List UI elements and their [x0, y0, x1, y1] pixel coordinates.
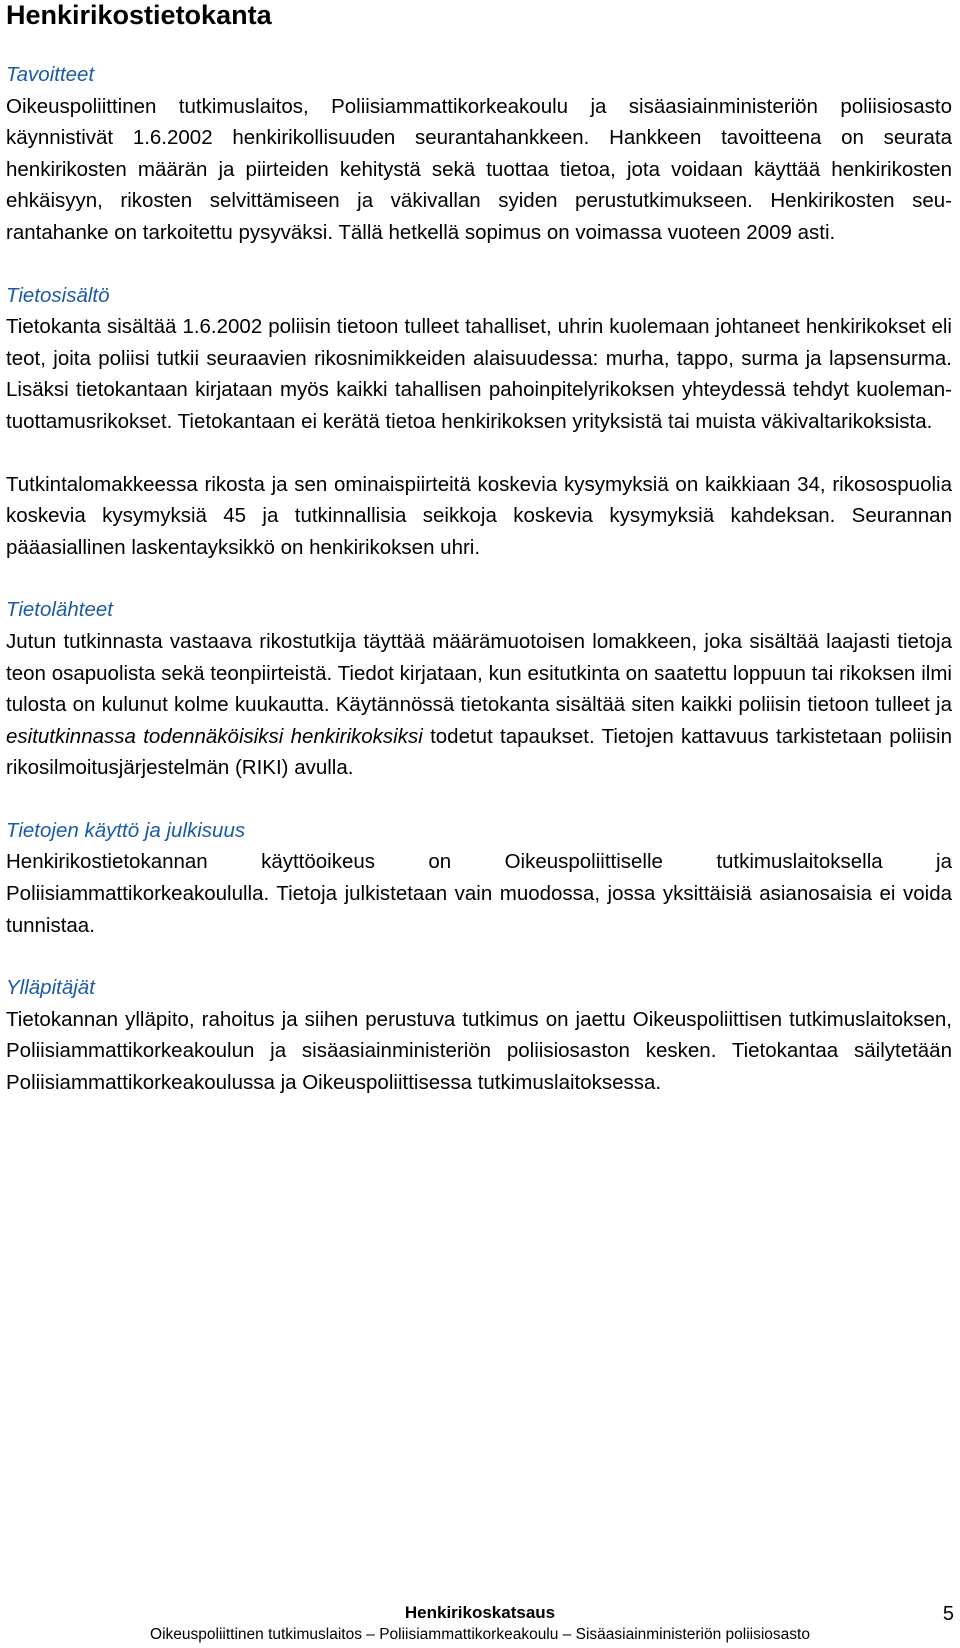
- section-heading: Tietolähteet: [6, 598, 113, 622]
- section-tietosisalto: [6, 280, 952, 564]
- paragraph: [6, 626, 952, 784]
- section-heading: Tietojen käyttö ja julkisuus: [6, 818, 246, 842]
- footer-organizations: Oikeuspoliittinen tutkimuslaitos – Poliisiammattikorkeakoulu – Sisäasiainministeriön poliisiosasto: [150, 1626, 810, 1643]
- section-tavoitteet: [6, 59, 952, 249]
- section-tietojen-kaytto: [6, 815, 952, 941]
- paragraph: Oikeuspoliittinen tutkimuslaitos, Poliisiammattikorkeakoulu ja sisäasiainministeriön poliisiosasto käynnistivät 1.6.2002 henkirikollisuuden seurantahankkeen. Hankkeen tavoitteena on seurata henkirikosten määrän ja piirteiden kehitystä sekä tuottaa tietoa, jota voidaan käyttää henkirikosten ehkäisyyn, rikosten selvittämiseen ja väkivallan syiden perustutkimukseen. Henkirikosten seurantahanke on tarkoitettu pysyväksi. Tällä hetkellä sopimus on voimassa vuoteen 2009 asti.: [6, 94, 952, 244]
- paragraph: Tietokannan ylläpito, rahoitus ja siihen perustuva tutkimus on jaettu Oikeuspoliittisen tutkimuslaitoksen, Poliisiammattikorkeakoulun ja sisäasiainministeriön poliisiosaston kesken. Tietokantaa säilytetään Poliisiammattikorkeakoulussa ja Oikeuspoliittisessa tutkimuslaitoksessa.: [6, 1007, 952, 1095]
- paragraph-text: todetut tapaukset. Tietojen kattavuus tarkistetaan poliisin rikosilmoitusjärjestelmän (RIKI) avulla.: [6, 724, 952, 780]
- paragraph: Henkirikostietokannan käyttöoikeus on Oikeuspoliittiselle tutkimuslaitoksella ja Poliisiammattikorkeakoululla. Tietoja julkistetaan vain muodossa, jossa yksittäisiä asianosaisia ei voida tunnistaa.: [6, 850, 952, 937]
- footer-title: Henkirikoskatsaus: [404, 1603, 556, 1622]
- section-heading: Ylläpitäjät: [6, 976, 95, 1000]
- paragraph: Tutkintalomakkeessa rikosta ja sen ominaispiirteitä koskevia kysymyksiä on kaikkiaan 34, rikosospuolia koskevia kysymyksiä 45 ja tutkinnallisia seikkoja koskevia kysymyksiä kahdeksan. Seurannan pääasiallinen laskentayksikkö on henkirikoksen uhri.: [6, 472, 952, 559]
- section-yllapitajat: [6, 972, 952, 1098]
- document-title: Henkirikostietokanta: [6, 0, 272, 30]
- paragraph: Tietokanta sisältää 1.6.2002 poliisin tietoon tulleet tahalliset, uhrin kuolemaan johtaneet henkirikokset eli teot, joita poliisi tutkii seuraavien rikosnimikkeiden alaisuudessa: murha, tappo, surma ja lapsensurma. Lisäksi tietokantaan kirjataan myös kaikki tahallisen pahoinpitelyrikoksen yhteydessä tehdyt kuolemantuottamusrikokset. Tietokantaan ei kerätä tietoa henkirikoksen yrityksistä tai muista väkivaltarikoksista.: [6, 315, 952, 433]
- page-number: 5: [942, 1603, 954, 1625]
- section-heading: Tavoitteet: [6, 63, 95, 86]
- section-tietolahteet: [6, 594, 952, 784]
- page-footer: [0, 1603, 960, 1648]
- paragraph-text: Jutun tutkinnasta vastaava rikostutkija täyttää määrämuotoisen lomakkeen, joka sisältää laajasti tietoja teon osapuolista sekä teonpiirteistä. Tiedot kirjataan, kun esitutkinta on saatettu loppuun tai rikoksen ilmi tulosta on kulunut kolme kuukautta. Käytännössä tietokanta sisältää siten kaikki poliisin tietoon tulleet ja: [6, 629, 952, 717]
- italic-emphasis: esitutkinnassa todennäköisiksi henkirikoksiksi: [6, 724, 423, 748]
- section-heading: Tietosisältö: [6, 283, 110, 307]
